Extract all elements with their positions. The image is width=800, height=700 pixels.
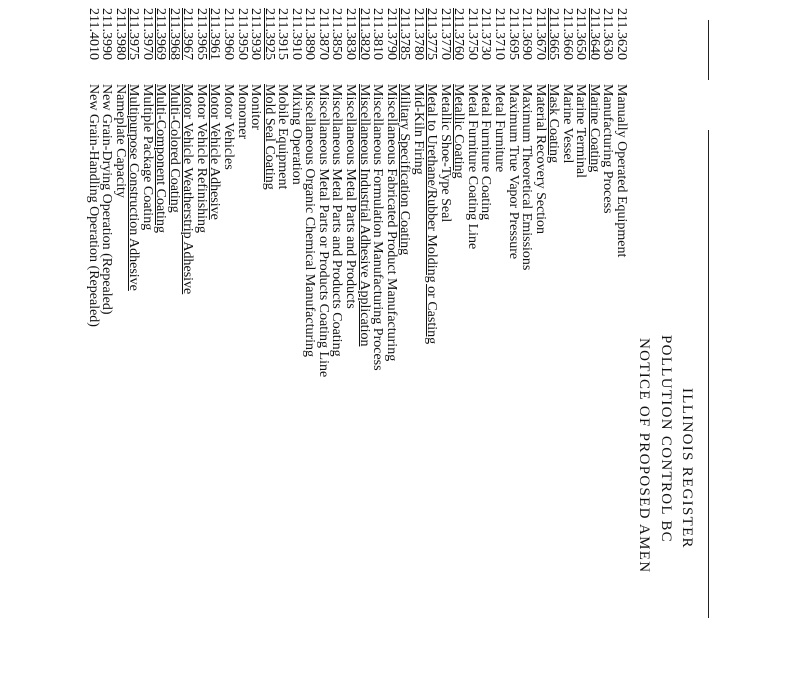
definition-term: Metal Furniture — [492, 84, 508, 173]
definition-term: Miscellaneous Metal Parts and Products — [343, 84, 358, 309]
section-number: 211.3690 — [519, 8, 535, 60]
definition-term: New Grain-Handling Operation (Repealed) — [85, 84, 101, 327]
definition-row — [153, 0, 167, 700]
definition-row — [221, 0, 235, 700]
definition-term: Marine Vessel — [559, 84, 575, 164]
section-number: 211.3770 — [437, 8, 453, 60]
definition-row — [424, 0, 438, 700]
definition-row — [546, 0, 560, 700]
section-number: 211.3968 — [166, 8, 182, 60]
definition-term: Metal Furniture Coating — [478, 84, 494, 221]
register-title: ILLINOIS REGISTER — [679, 388, 695, 549]
notice-title: NOTICE OF PROPOSED AMEN — [636, 338, 652, 574]
definition-row — [126, 0, 140, 700]
definition-row — [289, 0, 303, 700]
section-number: 211.3950 — [234, 8, 250, 60]
definition-term: Miscellaneous Metal Parts or Products Coating Line — [315, 84, 331, 378]
section-number: 211.3830 — [343, 8, 358, 60]
definition-term: Monomer — [234, 84, 250, 140]
definition-row — [600, 0, 614, 700]
definition-row — [248, 0, 262, 700]
definition-term: Miscellaneous Metal Parts and Products Coating — [329, 84, 345, 357]
definition-row — [180, 0, 194, 700]
section-number: 211.3665 — [546, 8, 562, 60]
definitions-list — [85, 0, 629, 618]
definition-term: Metal Furniture Coating Line — [464, 84, 480, 250]
definition-term: Mixing Operation — [288, 84, 304, 185]
definition-term: Manufacturing Process — [600, 84, 616, 214]
definition-row — [479, 0, 493, 700]
section-number: 211.3969 — [153, 8, 169, 60]
section-number: 211.3967 — [180, 8, 196, 60]
definition-row — [329, 0, 343, 700]
section-number: 211.3630 — [600, 8, 616, 60]
definition-term: Motor Vehicle Adhesive — [207, 84, 223, 220]
section-number: 211.3780 — [410, 8, 426, 60]
definition-term: Miscellaneous Formulation Manufacturing Process — [370, 84, 386, 371]
section-number: 211.3710 — [492, 8, 508, 60]
definition-row — [208, 0, 222, 700]
definition-row — [465, 0, 479, 700]
definition-row — [397, 0, 411, 700]
definition-row — [614, 0, 628, 700]
section-number: 211.3990 — [99, 8, 115, 60]
definition-term: Metallic Coating — [451, 84, 467, 179]
section-number: 211.3650 — [573, 8, 589, 60]
definition-term: Mid-Kiln Firing — [410, 84, 426, 175]
section-number: 211.3925 — [261, 8, 277, 60]
definition-row — [113, 0, 127, 700]
board-title: POLLUTION CONTROL BC — [658, 335, 674, 543]
definition-term: Motor Vehicles — [221, 84, 237, 170]
definition-term: Monitor — [248, 84, 264, 130]
definition-row — [357, 0, 371, 700]
section-number: 211.3870 — [315, 8, 331, 60]
definition-term: Miscellaneous Fabricated Product Manufacturing — [383, 84, 399, 362]
definition-term: Maximum Theoretical Emissions — [519, 84, 535, 271]
definition-row — [560, 0, 574, 700]
section-number: 211.3915 — [275, 8, 291, 60]
section-number: 211.3785 — [397, 8, 413, 60]
section-number: 211.3760 — [451, 8, 467, 60]
definition-row — [86, 0, 100, 700]
section-number: 211.3970 — [139, 8, 155, 60]
definition-row — [316, 0, 330, 700]
section-number: 211.3850 — [329, 8, 345, 60]
section-number: 211.3965 — [193, 8, 209, 60]
definition-term: Mask Coating — [546, 84, 562, 163]
definition-term: Motor Vehicle Refinishing — [193, 84, 209, 234]
definition-row — [194, 0, 208, 700]
definition-row — [140, 0, 154, 700]
definition-term: Material Recovery Section — [532, 84, 548, 235]
definition-row — [99, 0, 113, 700]
definition-row — [343, 0, 357, 700]
definition-term: Marine Coating — [586, 84, 602, 173]
header-rule-left — [708, 20, 709, 80]
definition-term: Manually Operated Equipment — [614, 84, 629, 258]
definition-term: Mold Seal Coating — [261, 84, 277, 190]
section-number: 211.3910 — [288, 8, 304, 60]
definition-row — [587, 0, 601, 700]
section-number: 211.3790 — [383, 8, 399, 60]
section-number: 211.3890 — [302, 8, 318, 60]
definition-row — [573, 0, 587, 700]
definition-term: Metallic Shoe-Type Seal — [437, 84, 453, 223]
header-rule-right — [708, 130, 709, 618]
section-number: 211.3930 — [248, 8, 264, 60]
section-number: 211.3820 — [356, 8, 372, 60]
definition-row — [492, 0, 506, 700]
definition-row — [302, 0, 316, 700]
definition-term: Mobile Equipment — [275, 84, 291, 190]
section-number: 211.3810 — [370, 8, 386, 60]
definition-row — [451, 0, 465, 700]
section-number: 211.3975 — [126, 8, 142, 60]
definition-term: Metal to Urethane/Rubber Molding or Casting — [424, 84, 440, 345]
definition-term: Miscellaneous Organic Chemical Manufacturing — [302, 84, 318, 358]
definition-row — [275, 0, 289, 700]
section-number: 211.3730 — [478, 8, 494, 60]
definition-row — [262, 0, 276, 700]
definition-term: Motor Vehicle Weatherstrip Adhesive — [180, 84, 196, 295]
definition-row — [506, 0, 520, 700]
definition-row — [384, 0, 398, 700]
definition-term: Maximum True Vapor Pressure — [505, 84, 521, 260]
definition-term: Multi-Colored Coating — [166, 84, 182, 213]
definition-row — [411, 0, 425, 700]
definition-term: Multiple Package Coating — [139, 84, 155, 231]
section-number: 211.3640 — [586, 8, 602, 60]
section-number: 211.3960 — [221, 8, 237, 60]
section-number: 211.4010 — [85, 8, 101, 60]
section-number: 211.3961 — [207, 8, 223, 60]
definition-term: Marine Terminal — [573, 84, 589, 179]
definition-term: Military Specification Coating — [397, 84, 413, 256]
section-number: 211.3620 — [614, 8, 629, 60]
definition-row — [519, 0, 533, 700]
definition-row — [533, 0, 547, 700]
section-number: 211.3750 — [464, 8, 480, 60]
definition-term: Miscellaneous Industrial Adhesive Application — [356, 84, 372, 347]
definition-term: Multipurpose Construction Adhesive — [126, 84, 142, 291]
definition-row — [438, 0, 452, 700]
section-number: 211.3695 — [505, 8, 521, 60]
definition-term: Nameplate Capacity — [112, 84, 128, 198]
section-number: 211.3775 — [424, 8, 440, 60]
definition-term: New Grain-Drying Operation (Repealed) — [99, 84, 115, 315]
section-number: 211.3980 — [112, 8, 128, 60]
definition-term: Multi-Component Coating — [153, 84, 169, 233]
definition-row — [235, 0, 249, 700]
definition-row — [167, 0, 181, 700]
section-number: 211.3670 — [532, 8, 548, 60]
section-number: 211.3660 — [559, 8, 575, 60]
definition-row — [370, 0, 384, 700]
